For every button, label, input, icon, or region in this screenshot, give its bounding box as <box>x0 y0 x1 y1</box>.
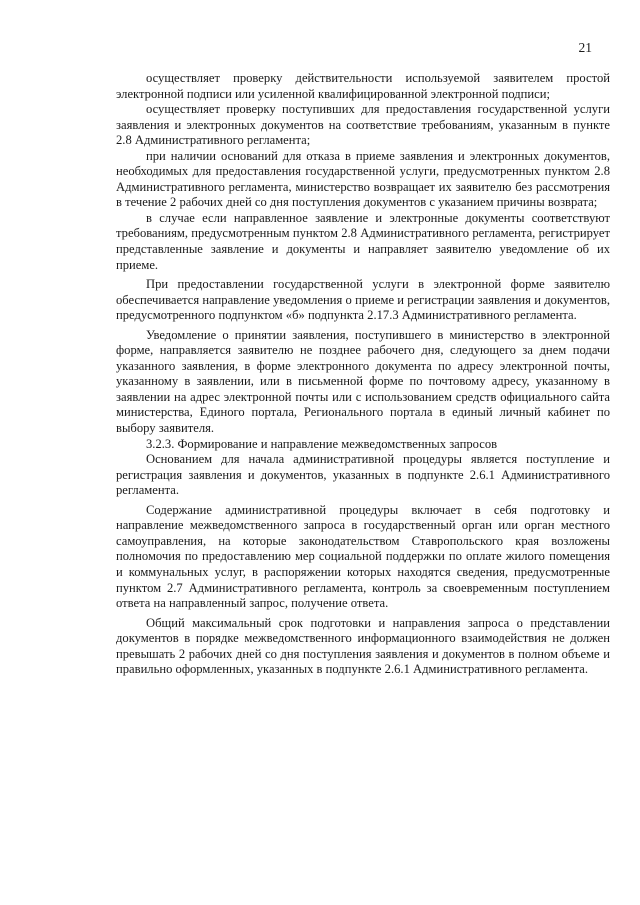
paragraph: Содержание административной процедуры включает в себя подготовку и направление межведомственного запроса в государственный орган или орган местного самоуправления, на которые законодательством Ставропольского края возложены полномочия по предоставлению мер социальной поддержки по оплате жилого помещения и коммунальных услуг, в распоряжении которых находятся сведения, предусмотренные пунктом 2.7 Административного регламента, контроль за своевременным поступлением ответа на направленный запрос, получение ответа. <box>116 502 610 611</box>
paragraph: Общий максимальный срок подготовки и направления запроса о представлении документов в порядке межведомственного информационного взаимодействия не должен превышать 2 рабочих дней со дня поступления заявления и документов в полном объеме и правильно оформленных, указанных в подпункте 2.6.1 Административного регламента. <box>116 615 610 677</box>
page-number: 21 <box>578 40 592 55</box>
section-heading: 3.2.3. Формирование и направление межведомственных запросов <box>146 436 498 451</box>
paragraph: осуществляет проверку действительности используемой заявителем простой электронной подписи или усиленной квалифицированной электронной подписи; <box>116 71 610 101</box>
body-text <box>116 71 610 678</box>
paragraph: При предоставлении государственной услуги в электронной форме заявителю обеспечивается направление уведомления о приеме и регистрации заявления и документов, предусмотренного подпунктом «б» подпункта 2.17.3 Административного регламента. <box>116 277 610 323</box>
paragraph: осуществляет проверку поступивших для предоставления государственной услуги заявления и электронных документов на соответствие требованиям, указанным в пункте 2.8 Административного регламента; <box>116 102 610 148</box>
paragraph: Основанием для начала административной процедуры является поступление и регистрация заявления и документов, указанных в подпункте 2.6.1 Административного регламента. <box>116 452 610 498</box>
paragraph: Уведомление о принятии заявления, поступившего в министерство в электронной форме, направляется заявителю не позднее рабочего дня, следующего за днем подачи указанного заявления, в форме электронного документа по адресу электронной почты, указанному в заявлении, или в письменной форме по почтовому адресу, указанному в заявлении на адрес электронной почты или с использованием средств официального сайта министерства, Единого портала, Регионального портала в единый личный кабинет по выбору заявителя. <box>116 327 610 436</box>
paragraph: в случае если направленное заявление и электронные документы соответствуют требованиям, предусмотренным пунктом 2.8 Административного регламента, регистрирует представленные заявление и документы и направляет заявителю уведомление об их приеме. <box>116 210 610 272</box>
paragraph: при наличии оснований для отказа в приеме заявления и электронных документов, необходимых для предоставления государственной услуги, предусмотренных пунктом 2.8 Административного регламента, министерство возвращает их заявителю без рассмотрения в течение 2 рабочих дней со дня поступления документов с указанием причины возврата; <box>116 148 610 210</box>
